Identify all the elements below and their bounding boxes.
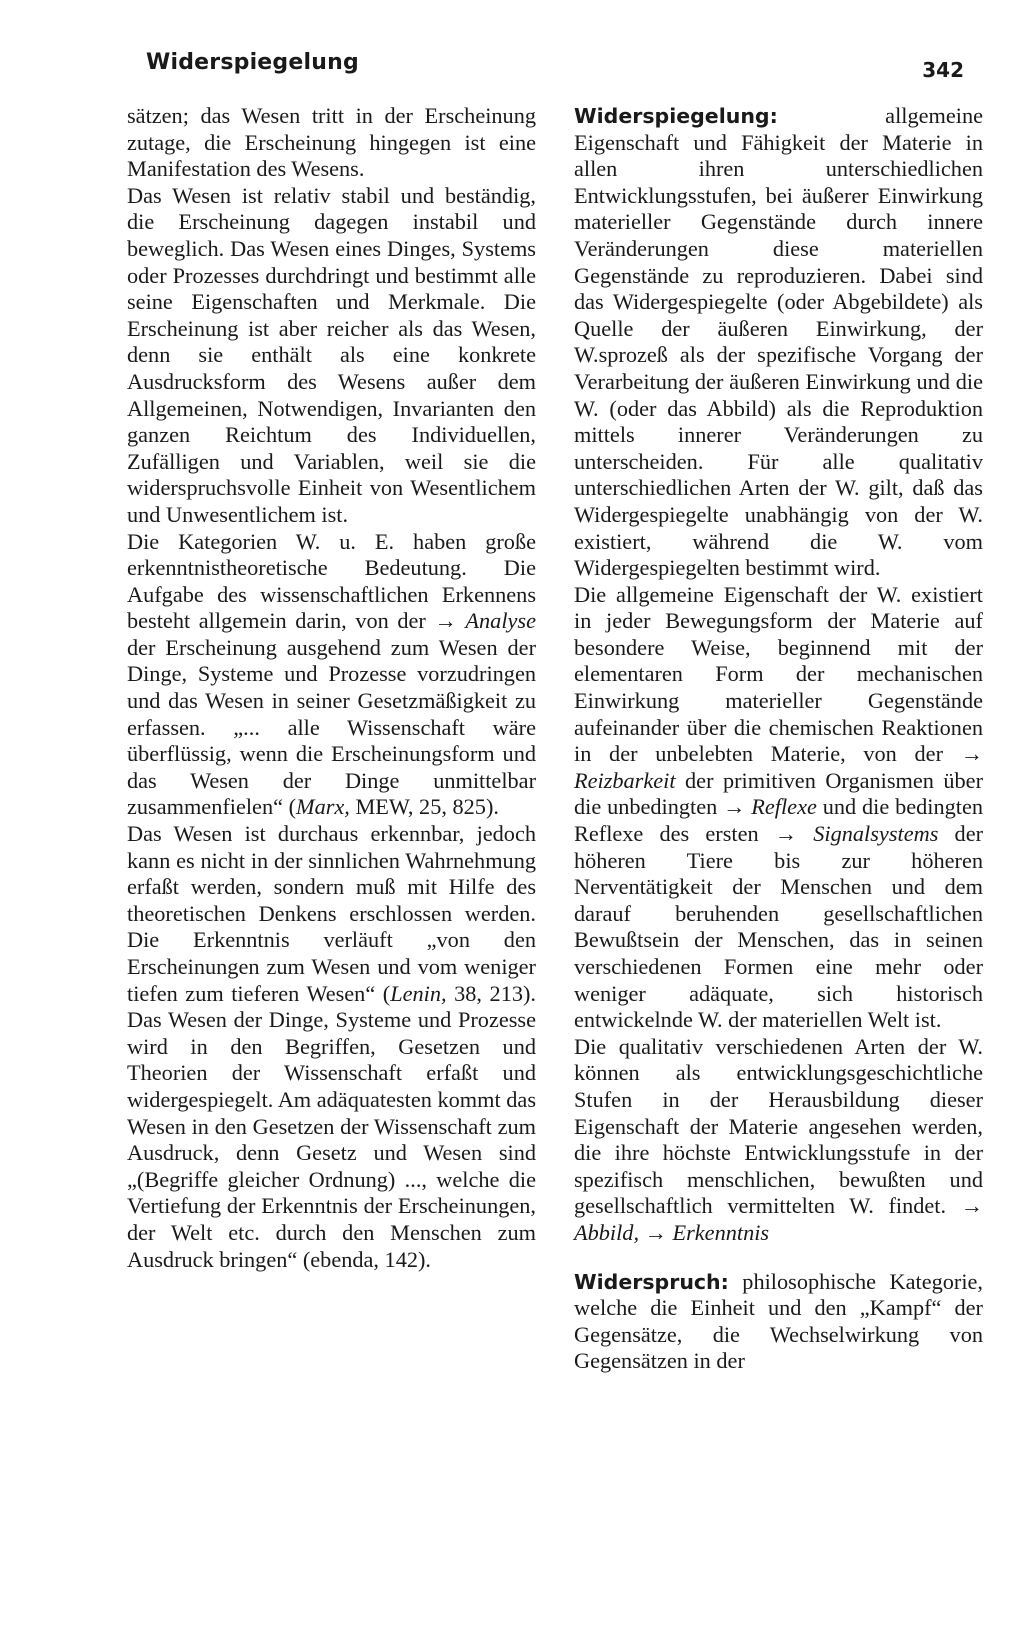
right-column bbox=[574, 103, 983, 1375]
cross-reference-erkenntnis[interactable]: Erkenntnis bbox=[672, 1219, 770, 1245]
citation-author: Lenin, bbox=[390, 980, 447, 1006]
paragraph: Die Kategorien W. u. E. haben große erkenntnistheoretische Bedeutung. Die Aufgabe des wissenschaftlichen Erkennens besteht allgemein darin, von der → Analyse der Erscheinung ausgehend zum Wesen der Dinge, Systeme und Prozesse vorzudringen und das Wesen in seiner Gesetzmäßigkeit zu erfassen. „... alle Wissenschaft wäre überflüssig, wenn die Erscheinungsform und das Wesen der Dinge unmittelbar zusammenfielen“ (Marx, MEW, 25, 825). bbox=[127, 528, 536, 820]
paragraph: Das Wesen ist relativ stabil und beständig, die Erscheinung dagegen instabil und beweglich. Das Wesen eines Dinges, Systems oder Prozesses durchdringt und bestimmt alle seine Eigenschaften und Merkmale. Die Erscheinung ist aber reicher als das Wesen, denn sie enthält als eine konkrete Ausdrucksform des Wesens außer dem Allgemeinen, Notwendigen, Invarianten den ganzen Reichtum des Individuellen, Zufälligen und Variablen, weil sie die widerspruchsvolle Einheit von Wesentlichem und Unwesentlichem ist. bbox=[127, 182, 536, 527]
citation-author: Marx, bbox=[296, 794, 350, 820]
cross-reference-arrow-icon: → bbox=[960, 1193, 983, 1219]
entry-headword: Widerspruch: bbox=[574, 1269, 729, 1294]
cross-reference-reflexe[interactable]: Reflexe bbox=[751, 794, 817, 820]
paragraph: Die qualitativ verschiedenen Arten der W. können als entwicklungsgeschichtliche Stufen in der Herausbildung dieser Eigenschaft der Materie angesehen werden, die ihre höchste Entwicklungsstufe in der spezifisch menschlichen, bewußten und gesellschaftlich vermittelten W. findet. → Abbild, → Erkenntnis bbox=[574, 1033, 983, 1245]
cross-reference-arrow-icon: → bbox=[723, 794, 746, 820]
cross-reference-arrow-icon: → bbox=[960, 741, 983, 767]
cross-reference-arrow-icon: → bbox=[774, 821, 798, 847]
entry-definition: Widerspruch: philosophische Kategorie, welche die Einheit und den „Kampf“ der Gegensätze, die Wechselwirkung von Gegensätzen in der bbox=[574, 1268, 983, 1374]
running-head: Widerspiegelung bbox=[146, 50, 359, 75]
entry-headword: Widerspiegelung: bbox=[574, 104, 778, 128]
cross-reference-analyse[interactable]: Analyse bbox=[465, 608, 536, 634]
cross-reference-abbild[interactable]: Abbild, bbox=[574, 1219, 640, 1245]
paragraph: Das Wesen ist durchaus erkennbar, jedoch kann es nicht in der sinnlichen Wahrnehmung erfaßt werden, sondern muß mit Hilfe des theoretischen Denkens erschlossen werden. Die Erkenntnis verläuft „von den Erscheinungen zum Wesen und vom weniger tiefen zum tieferen Wesen“ (Lenin, 38, 213). Das Wesen der Dinge, Systeme und Prozesse wird in den Begriffen, Gesetzen und Theorien der Wissenschaft erfaßt und widergespiegelt. Am adäquatesten kommt das Wesen in den Gesetzen der Wissenschaft zum Ausdruck, denn Gesetz und Wesen sind „(Begriffe gleicher Ordnung) ..., welche die Vertiefung der Erkenntnis der Erscheinungen, der Welt etc. durch den Menschen zum Ausdruck bringen“ (ebenda, 142). bbox=[127, 821, 536, 1272]
entry-widerspruch bbox=[574, 1269, 983, 1375]
left-column bbox=[127, 103, 536, 1273]
cross-reference-arrow-icon: → bbox=[644, 1219, 667, 1245]
paragraph: Die allgemeine Eigenschaft der W. existiert in jeder Bewegungsform der Materie auf besondere Weise, beginnend mit der elementaren Form der mechanischen Einwirkung materieller Gegenstände aufeinander über die chemischen Reaktionen in der unbelebten Materie, von der → Reizbarkeit der primitiven Organismen über die unbedingten → Reflexe und die bedingten Reflexe des ersten → Signalsystems der höheren Tiere bis zur höheren Nerventätigkeit der Menschen und dem darauf beruhenden gesellschaftlichen Bewußtsein der Menschen, das in seinen verschiedenen Formen eine mehr oder weniger adäquate, sich historisch entwickelnde W. der materiellen Welt ist. bbox=[574, 581, 984, 1033]
cross-reference-arrow-icon: → bbox=[434, 608, 457, 634]
entry-widerspiegelung bbox=[574, 103, 983, 1247]
page-number: 342 bbox=[922, 58, 964, 82]
entry-definition: Widerspiegelung: allgemeine Eigenschaft und Fähigkeit der Materie in allen ihren unterschiedlichen Entwicklungsstufen, bei äußerer Einwirkung materieller Gegenstände durch innere Veränderungen diese materiellen Gegenstände zu reproduzieren. Dabei sind das Widergespiegelte (oder Abgebildete) als Quelle der äußeren Einwirkung, der W.sprozeß als der spezifische Vorgang der Verarbeitung der äußeren Einwirkung und die W. (oder das Abbild) als die Reproduktion mittels innerer Veränderungen zu unterscheiden. Für alle qualitativ unterschiedlichen Arten der W. gilt, daß das Widergespiegelte unabhängig von der W. existiert, während die W. vom Widergespiegelten bestimmt wird. bbox=[574, 103, 983, 581]
cross-reference-signalsystem[interactable]: Signalsystems bbox=[813, 821, 939, 847]
cross-reference-reizbarkeit[interactable]: Reizbarkeit bbox=[574, 767, 676, 793]
paragraph: sätzen; das Wesen tritt in der Erscheinung zutage, die Erscheinung hingegen ist eine Manifestation des Wesens. bbox=[127, 103, 536, 182]
